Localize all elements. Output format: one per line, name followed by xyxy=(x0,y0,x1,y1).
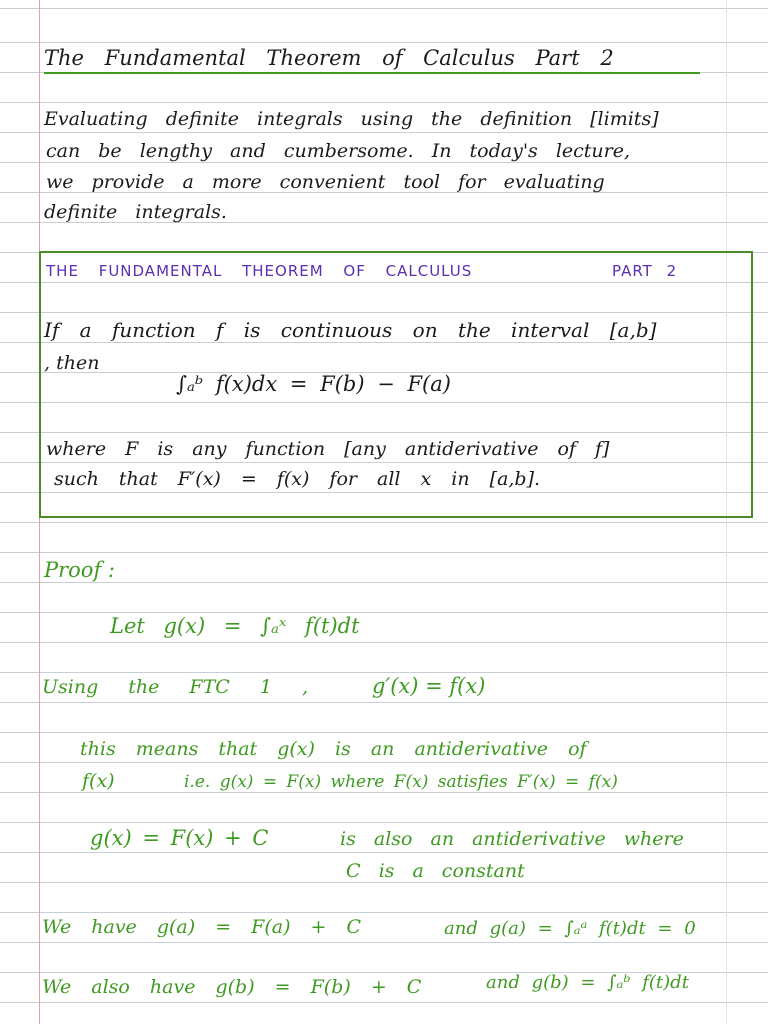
proof-g-of-a-integral: and g(a) = ∫ₐᵃ f(t)dt = 0 xyxy=(444,918,696,939)
proof-antiderivative-line-2a: f(x) xyxy=(82,770,115,792)
theorem-formula: ∫ₐᵇ f(x)dx = F(b) − F(a) xyxy=(176,372,451,396)
theorem-heading-part: PART 2 xyxy=(612,262,678,280)
proof-antiderivative-line-1: this means that g(x) is an antiderivative of xyxy=(80,738,587,760)
proof-g-equals-F-plus-C: g(x) = F(x) + C xyxy=(90,826,269,850)
theorem-line-3: where F is any function [any antiderivative of f] xyxy=(46,438,610,460)
proof-g-of-a: We have g(a) = F(a) + C xyxy=(42,916,362,938)
intro-line-3: we provide a more convenient tool for evaluating xyxy=(46,171,605,193)
proof-label: Proof : xyxy=(44,558,115,582)
proof-using-ftc1: Using the FTC 1 , xyxy=(42,676,309,698)
intro-line-4: definite integrals. xyxy=(44,201,227,223)
proof-let-definition: Let g(x) = ∫ₐˣ f(t)dt xyxy=(110,614,360,638)
theorem-heading: THE FUNDAMENTAL THEOREM OF CALCULUS xyxy=(46,262,473,280)
intro-line-1: Evaluating definite integrals using the definition [limits] xyxy=(44,108,659,130)
title-underline xyxy=(44,72,700,74)
intro-line-2: can be lengthy and cumbersome. In today's lecture, xyxy=(46,140,631,162)
proof-derivative-result: g′(x) = f(x) xyxy=(372,674,486,698)
proof-also-antiderivative: is also an antiderivative where xyxy=(340,828,684,850)
theorem-line-2: , then xyxy=(44,352,100,374)
theorem-line-4: such that F′(x) = f(x) for all x in [a,b]. xyxy=(54,468,541,490)
proof-constant-note: C is a constant xyxy=(346,860,525,882)
page-title: The Fundamental Theorem of Calculus Part 2 xyxy=(44,46,614,70)
theorem-line-1: If a function f is continuous on the interval [a,b] xyxy=(44,318,657,342)
proof-antiderivative-line-2b: i.e. g(x) = F(x) where F(x) satisfies F′(x) = f(x) xyxy=(184,772,618,792)
proof-g-of-b-integral: and g(b) = ∫ₐᵇ f(t)dt xyxy=(486,972,689,993)
proof-g-of-b: We also have g(b) = F(b) + C xyxy=(42,976,422,998)
